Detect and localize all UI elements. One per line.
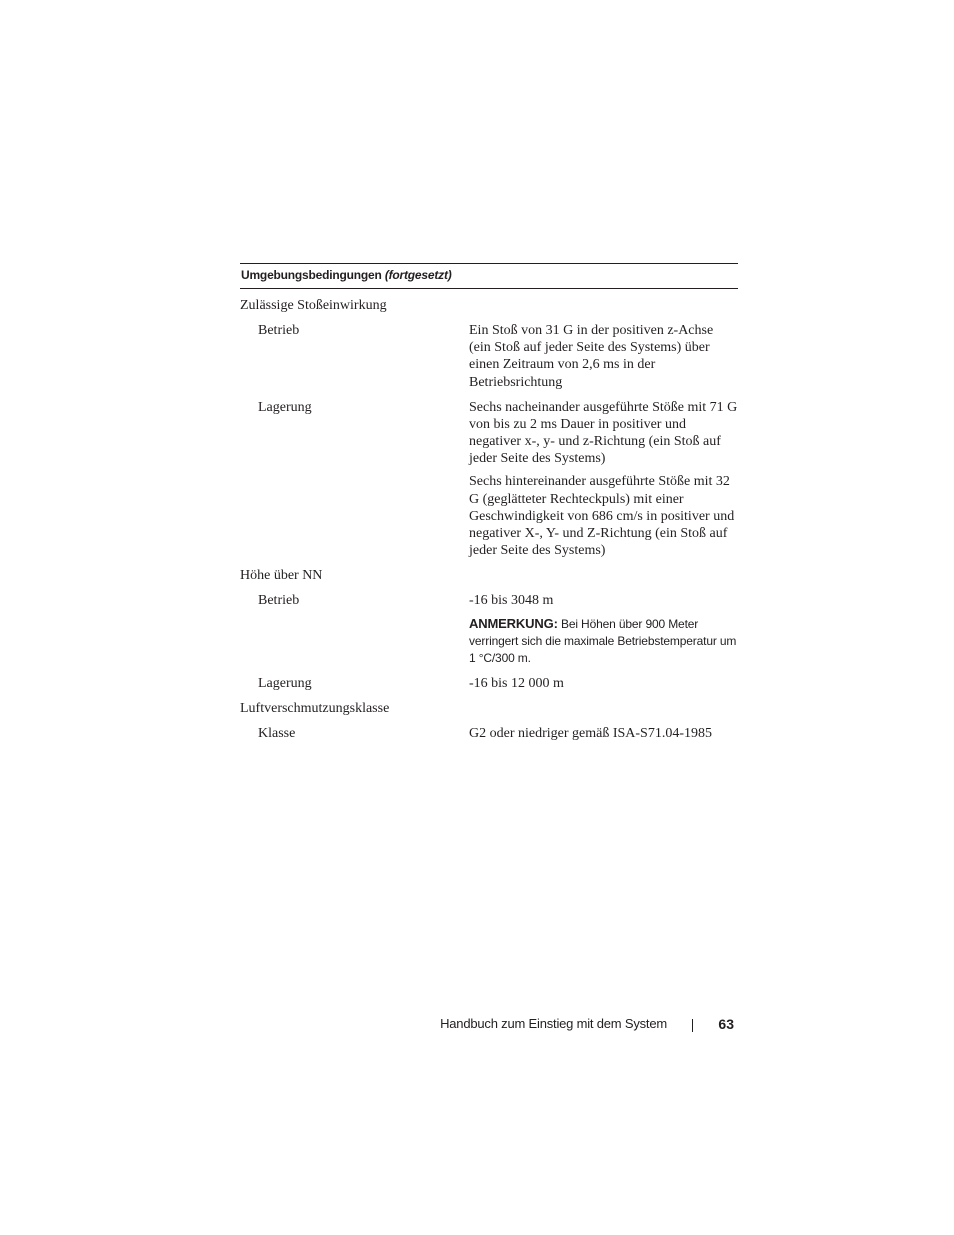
row-value-altitude-storage	[469, 675, 738, 692]
note-label: ANMERKUNG:	[469, 616, 558, 632]
row-label-altitude: Höhe über NN	[240, 568, 323, 584]
row-label-altitude-operating: Betrieb	[258, 593, 300, 609]
row-label-shock-operating: Betrieb	[258, 323, 300, 338]
footer-title: Handbuch zum Einstieg mit dem System	[440, 1016, 667, 1031]
table-row	[240, 700, 738, 717]
row-value-altitude-operating	[469, 592, 738, 667]
airborne-class-text: G2 oder niedriger gemäß ISA-S71.04-1985	[469, 726, 713, 742]
table-row	[240, 675, 738, 692]
altitude-note	[469, 615, 738, 667]
table-title: Umgebungsbedingungen	[241, 268, 382, 282]
table-row	[240, 399, 738, 560]
row-value-airborne-class	[469, 725, 738, 742]
table-header	[240, 263, 738, 289]
shock-operating-text: Ein Stoß von 31 G in der positiven z-Achse (ein Stoß auf jeder Seite des Systems) über einen Zeitraum von 2,6 ms in der Betriebsrichtung	[469, 323, 714, 390]
row-label-shock-storage: Lagerung	[258, 399, 312, 415]
shock-storage-text-2: Sechs hintereinander ausgeführte Stöße mit 32 G (geglätteter Rechteckpuls) mit einer Geschwindigkeit von 686 cm/s in positiver und negativer X-, Y- und Z-Richtung (ein Stoß auf jeder Seite des Systems)	[469, 474, 735, 559]
row-label-airborne-class: Klasse	[258, 726, 296, 742]
table-row	[240, 322, 738, 391]
altitude-operating-text: -16 bis 3048 m	[469, 593, 554, 609]
table-row	[240, 725, 738, 742]
shock-storage-text-1: Sechs nacheinander ausgeführte Stöße mit 71 G von bis zu 2 ms Dauer in positiver und negativer x-, y- und z-Richtung (ein Stoß auf jeder Seite des Systems)	[469, 399, 738, 467]
row-label-altitude-storage: Lagerung	[258, 676, 312, 692]
page-number: 63	[718, 1016, 734, 1032]
environmental-specs-table	[240, 263, 738, 742]
table-row	[240, 592, 738, 667]
table-row	[240, 297, 738, 314]
note-text: Bei Höhen über 900 Meter verringert sich die maximale Betriebstemperatur um 1 °C/300 m.	[469, 617, 737, 666]
row-value-shock-operating	[469, 322, 738, 391]
footer-divider	[692, 1019, 693, 1032]
table-row	[240, 567, 738, 584]
altitude-storage-text: -16 bis 12 000 m	[469, 676, 564, 692]
row-label-airborne: Luftverschmutzungsklasse	[240, 701, 390, 717]
table-title-continued: (fortgesetzt)	[384, 268, 452, 282]
row-value-shock-storage	[469, 399, 738, 560]
row-label-shock: Zulässige Stoßeinwirkung	[240, 298, 387, 313]
